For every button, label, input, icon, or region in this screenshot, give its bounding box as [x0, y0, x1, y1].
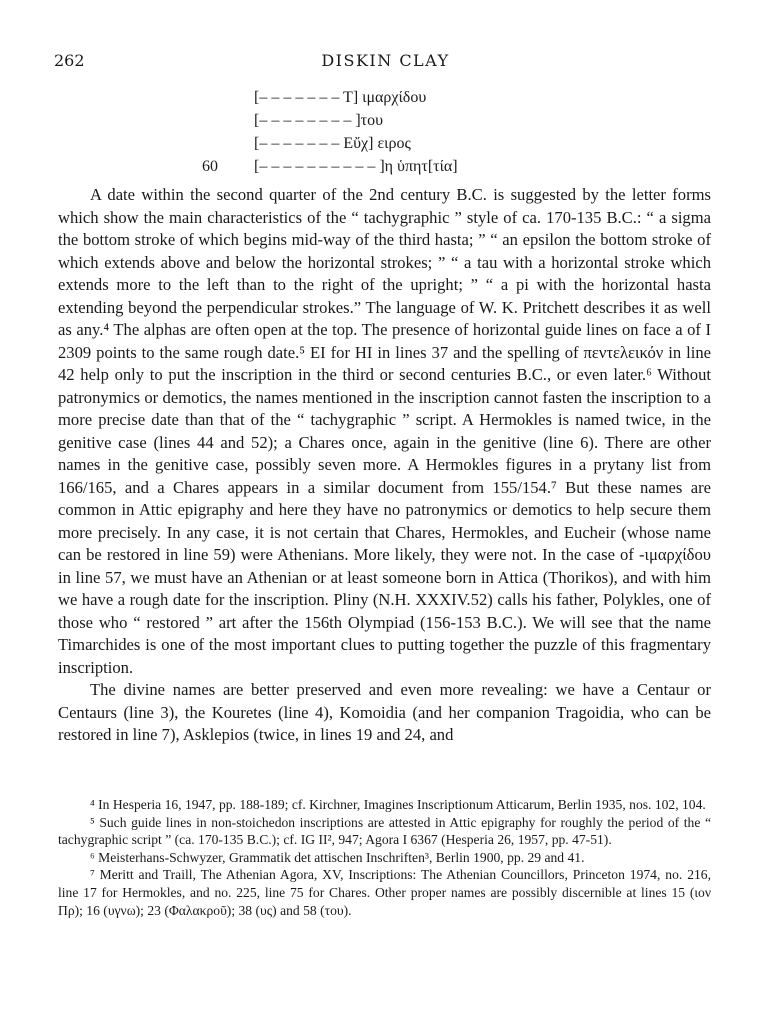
- inscription-line: [202, 155, 458, 178]
- running-head: DISKIN CLAY: [321, 51, 450, 70]
- footnote: ⁴ In Hesperia 16, 1947, pp. 188-189; cf. Kirchner, Imagines Inscriptionum Atticarum, Berlin 1935, nos. 102, 104.: [90, 797, 706, 812]
- body-text: [58, 184, 711, 747]
- footnote: ⁵ Such guide lines in non-stoichedon inscriptions are attested in Attic epigraphy for roughly the period of the “ tachygraphic script ” (ca. 170-135 B.C.); cf. IG II², 947; Agora I 6367 (Hesperia 26, 1957, pp. 47-51).: [58, 814, 711, 848]
- inscription-line: [254, 86, 458, 109]
- paragraph: The divine names are better preserved and even more revealing: we have a Centaur or Centaurs (line 3), the Kouretes (line 4), Komoidia (and her companion Tragoidia, who can be restored in line 7), Asklepios (twice, in lines 19 and 24, and: [58, 680, 711, 744]
- page-number: 262: [54, 51, 85, 70]
- inscription-block: [202, 86, 458, 178]
- inscription-text: [– – – – – – – – ]του: [254, 112, 384, 129]
- paragraph: A date within the second quarter of the 2nd century B.C. is suggested by the letter forms which show the main characteristics of the “ tachygraphic ” style of ca. 170-135 B.C.: “ a sigma the bottom stroke of which begins mid-way of the third hasta; ” “ an epsilon the bottom stroke of which extends above and below the horizontal strokes; ” “ a tau with a horizontal stroke which extends more to the left than to the right of the upright; ” “ a pi with the horizontal hasta extending beyond the perpendicular strokes.” The language of W. K. Pritchett describes it as well as any.⁴ The alphas are often open at the top. The presence of horizontal guide lines on face a of I 2309 points to the same rough date.⁵ EI for HI in lines 37 and the spelling of πεντελεικόν in line 42 help only to put the inscription in the third or second centuries B.C., or even later.⁶ Without patronymics or demotics, the names mentioned in the inscription cannot fasten the inscription to a more precise date than that of the “ tachygraphic ” script. A Hermokles is named twice, in the genitive case (lines 44 and 52); a Chares once, again in the genitive (line 6). There are other names in the genitive case, possibly seven more. A Hermokles figures in a prytany list from 166/165, and a Chares appears in a similar document from 155/154.⁷ But these names are common in Attic epigraphy and here they have no patronymics or demotics to help secure them more precisely. In any case, it is not certain that Chares, Hermokles, and Eucheir (whose name can be restored in line 59) were Athenians. More likely, they were not. In the case of -ιμαρχίδου in line 57, we must have an Athenian or at least someone born in Attica (Thorikos), and with him we have a rough date for the inscription. Pliny (N.H. XXXIV.52) calls his father, Polykles, one of those who “ restored ” art after the 156th Olympiad (156-153 B.C.). We will see that the name Timarchides is one of the most important clues to putting together the puzzle of this fragmentary inscription.: [58, 185, 711, 677]
- inscription-line: [254, 109, 458, 132]
- inscription-text: [– – – – – – – Τ] ιμαρχίδου: [254, 89, 427, 106]
- footnote: ⁶ Meisterhans-Schwyzer, Grammatik det attischen Inschriften³, Berlin 1900, pp. 29 and 41.: [90, 849, 585, 865]
- line-number: 60: [202, 158, 218, 175]
- footnote: ⁷ Meritt and Traill, The Athenian Agora, XV, Inscriptions: The Athenian Councillors, Princeton 1974, no. 216, line 17 for Hermokles, and no. 225, line 75 for Chares. Other proper names are possibly discernible at lines 15 (ιον Πρ); 16 (υγνω); 23 (Φαλακροῦ); 38 (υς) and 58 (του).: [58, 867, 711, 918]
- inscription-text: [– – – – – – – – – – ]η ὑπητ[τία]: [254, 158, 458, 175]
- footnotes: [58, 796, 711, 919]
- inscription-line: [254, 132, 458, 155]
- inscription-text: [– – – – – – – Εὔχ] ειρος: [254, 135, 411, 152]
